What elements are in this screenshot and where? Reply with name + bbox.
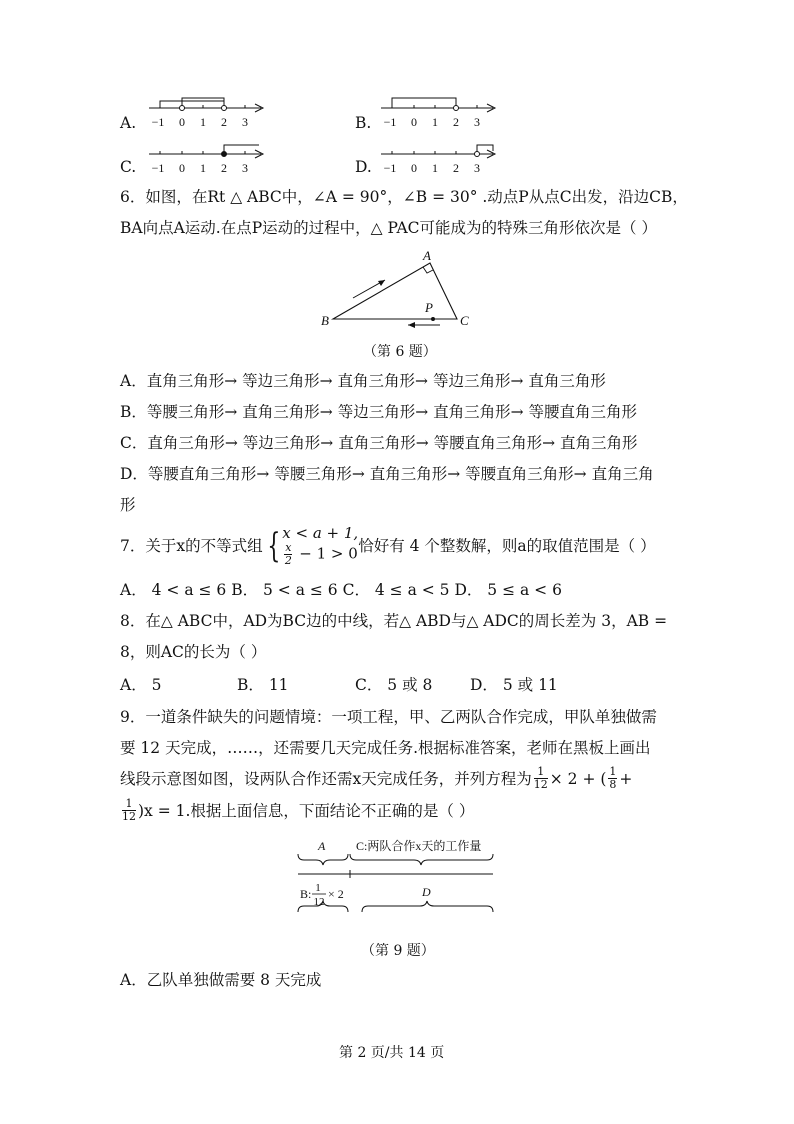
number-line-c xyxy=(145,142,270,178)
tick: 1 xyxy=(432,161,438,175)
vertex-b-label: B xyxy=(321,313,329,328)
tick: 2 xyxy=(453,115,459,129)
equation-mid: × 2 + ( xyxy=(549,769,607,788)
q6-option-d-line-1: D．等腰直角三角形→ 等腰三角形→ 直角三角形→ 等腰直角三角形→ 直角三角 xyxy=(120,465,654,483)
frac-num: 1 xyxy=(609,765,617,778)
label-c: C:两队合作x天的工作量 xyxy=(356,839,482,853)
q8-option-d: D． 5 或 11 xyxy=(470,676,558,694)
q7-prefix: 7．关于x的不等式组 xyxy=(120,536,263,555)
figure-6-caption: （第 6 题） xyxy=(363,344,437,360)
frac-num: 1 xyxy=(122,798,136,811)
number-line-b xyxy=(377,96,502,132)
tick: 0 xyxy=(411,115,417,129)
number-line-d xyxy=(377,142,502,178)
vertex-a-label: A xyxy=(423,248,431,263)
q7-stem xyxy=(120,524,656,567)
inequality-1: x < a + 1, xyxy=(282,524,359,542)
q9-line-4 xyxy=(120,798,474,823)
equation-plus: + xyxy=(619,769,633,788)
point-p-label: P xyxy=(425,300,433,315)
q6-option-a: A．直角三角形→ 等边三角形→ 直角三角形→ 等边三角形→ 直角三角形 xyxy=(120,372,606,390)
tick: 3 xyxy=(474,161,480,175)
tick: 0 xyxy=(179,161,185,175)
label-a: A xyxy=(318,839,326,853)
page-footer: 第 2 页/共 14 页 xyxy=(339,1045,445,1061)
tick: 3 xyxy=(242,115,248,129)
segment-diagram xyxy=(290,836,505,928)
tick: 2 xyxy=(453,161,459,175)
tick: −1 xyxy=(151,115,165,129)
tick: 3 xyxy=(242,161,248,175)
q7-options: A． 4 < a ≤ 6 B． 5 < a ≤ 6 C． 4 ≤ a < 5 D． 5 ≤ a < 6 xyxy=(120,581,562,599)
label-b-num: 1 xyxy=(315,882,321,894)
inequality-system xyxy=(282,524,358,567)
inequality-2-rest: − 1 > 0 xyxy=(294,544,358,563)
frac-num: x xyxy=(285,541,292,554)
q6-line-1: 6．如图，在Rt △ ABC中，∠A = 90°，∠B = 30° .动点P从点C出发，沿边CB， xyxy=(120,188,688,206)
q6-option-c: C．直角三角形→ 等边三角形→ 直角三角形→ 等腰直角三角形→ 直角三角形 xyxy=(120,434,638,452)
q8-option-c: C． 5 或 8 xyxy=(355,676,433,694)
tick: 1 xyxy=(432,115,438,129)
tick: 0 xyxy=(179,115,185,129)
q8-option-a: A． 5 xyxy=(120,676,162,694)
brace-icon: { xyxy=(266,525,280,566)
q6-option-d-line-2: 形 xyxy=(120,496,136,514)
label-b-den: 12 xyxy=(313,896,325,908)
frac-den: 12 xyxy=(533,778,548,791)
tick: −1 xyxy=(383,115,397,129)
tick: 0 xyxy=(411,161,417,175)
option-a-label: A. xyxy=(120,114,137,132)
q7-suffix: 恰好有 4 个整数解，则a的取值范围是（ ） xyxy=(358,536,656,555)
q9-line-4-text: )x = 1.根据上面信息，下面结论不正确的是（ ） xyxy=(138,801,475,820)
frac-den: 12 xyxy=(122,810,136,823)
q9-line-1: 9．一道条件缺失的问题情境：一项工程，甲、乙两队合作完成，甲队单独做需 xyxy=(120,708,657,726)
q9-option-a: A．乙队单独做需要 8 天完成 xyxy=(120,971,322,989)
tick: 1 xyxy=(200,161,206,175)
q6-line-2: BA向点A运动.在点P运动的过程中，△ PAC可能成为的特殊三角形依次是（ ） xyxy=(120,219,657,237)
q6-option-b: B．等腰三角形→ 直角三角形→ 等边三角形→ 直角三角形→ 等腰直角三角形 xyxy=(120,403,638,421)
vertex-c-label: C xyxy=(460,313,469,328)
q9-line-2: 要 12 天完成，……，还需要几天完成任务.根据标准答案，老师在黑板上画出 xyxy=(120,739,651,757)
label-b-prefix: B: xyxy=(300,887,312,901)
frac-den: 8 xyxy=(609,778,617,791)
option-d-label: D. xyxy=(355,158,372,176)
tick: 1 xyxy=(200,115,206,129)
figure-9-caption: （第 9 题） xyxy=(361,943,435,959)
q9-line-3 xyxy=(120,766,632,791)
option-b-label: B. xyxy=(355,114,372,132)
frac-den: 2 xyxy=(284,554,292,567)
tick: 3 xyxy=(474,115,480,129)
label-b-suffix: × 2 xyxy=(328,887,344,901)
label-d: D xyxy=(422,885,431,899)
tick: −1 xyxy=(383,161,397,175)
q8-line-2: 8，则AC的长为（ ） xyxy=(120,643,267,661)
tick: 2 xyxy=(221,115,227,129)
frac-num: 1 xyxy=(534,766,548,779)
q8-line-1: 8．在△ ABC中，AD为BC边的中线，若△ ABD与△ ADC的周长差为 3，AB = xyxy=(120,612,668,630)
option-c-label: C. xyxy=(120,158,137,176)
tick: −1 xyxy=(151,161,165,175)
q8-option-b: B． 11 xyxy=(237,676,289,694)
triangle-figure xyxy=(315,245,485,335)
q9-line-3-text: 线段示意图如图，设两队合作还需x天完成任务，并列方程为 xyxy=(120,769,532,788)
tick: 2 xyxy=(221,161,227,175)
number-line-a xyxy=(145,96,270,132)
